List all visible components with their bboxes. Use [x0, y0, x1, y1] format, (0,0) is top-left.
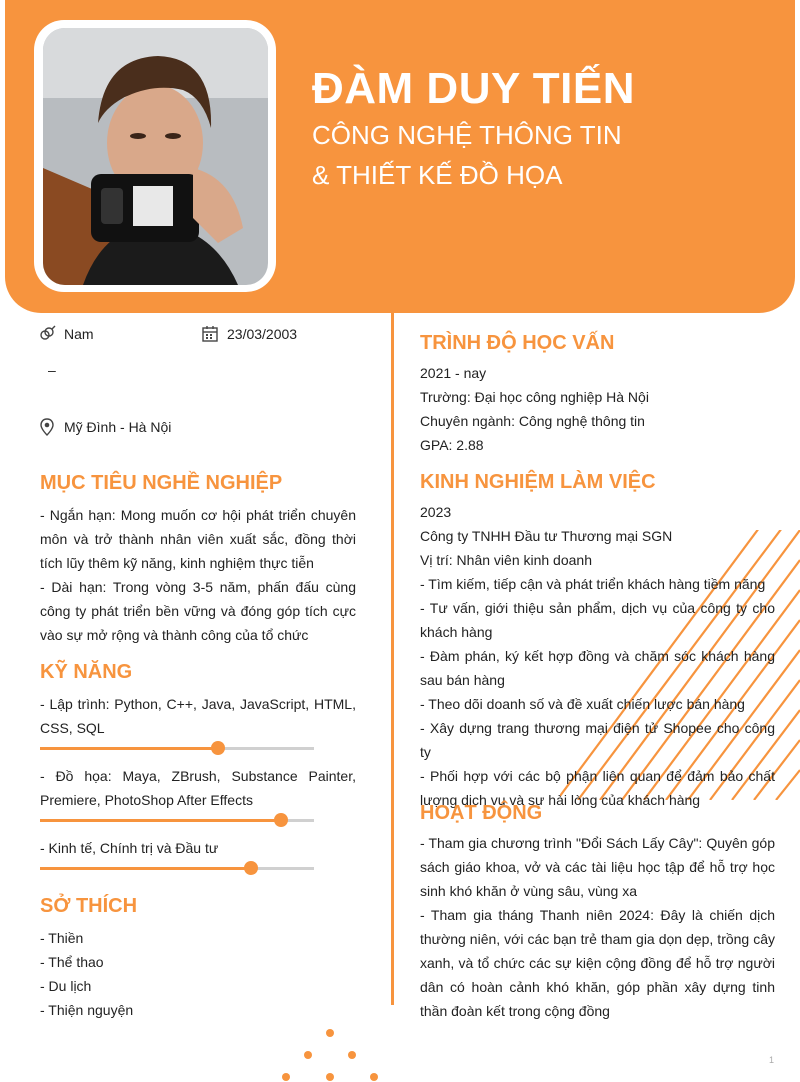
career-goal-long-term: - Dài hạn: Trong vòng 3-5 năm, phấn đấu cùng công ty phát triển bền vững và đóng góp tích cực vào sự mở rộng và thành công của tổ chức [40, 579, 356, 643]
hobby-item: - Thể thao [40, 954, 104, 970]
skill-bar-fill [40, 867, 251, 870]
skill-bar-handle [274, 813, 288, 827]
skill-bar-handle [244, 861, 258, 875]
skill-bar-fill [40, 819, 281, 822]
candidate-name: ĐÀM DUY TIẾN [312, 64, 635, 113]
experience-task: - Tìm kiếm, tiếp cận và phát triển khách hàng tiềm năng [420, 576, 766, 592]
experience-task: - Theo dõi doanh số và đề xuất chiến lược bán hàng [420, 696, 745, 712]
experience-task: - Đàm phán, ký kết hợp đồng và chăm sóc khách hàng sau bán hàng [420, 648, 775, 688]
skill-bar [40, 867, 314, 870]
activity-item: - Tham gia tháng Thanh niên 2024: Đây là chiến dịch thường niên, với các bạn trẻ tham gia dọn dẹp, trồng cây xanh, và tổ chức các sự kiện cộng đồng để hỗ trợ người dân có hoàn cảnh khó khăn, góp phần xây dựng tinh thần đoàn kết trong cộng đồng [420, 907, 775, 1019]
skills-title: KỸ NĂNG [40, 661, 133, 683]
career-goal-text [40, 503, 356, 647]
experience-task: - Tư vấn, giới thiệu sản phẩm, dịch vụ của công ty cho khách hàng [420, 600, 775, 640]
birthdate-info [201, 325, 297, 343]
hobby-item: - Thiện nguyện [40, 1002, 134, 1018]
activities-title: HOẠT ĐỘNG [420, 802, 543, 824]
gender-value: Nam [64, 326, 94, 342]
education-period: 2021 - nay [420, 365, 487, 381]
page-number: 1 [769, 1055, 775, 1065]
hobbies-title: SỞ THÍCH [40, 895, 138, 917]
experience-title: KINH NGHIỆM LÀM VIỆC [420, 471, 656, 493]
skill-bar-handle [211, 741, 225, 755]
skill-bar [40, 747, 314, 750]
activity-item: - Tham gia chương trình "Đổi Sách Lấy Cây": Quyên góp sách giáo khoa, vở và các tài liệu học tập để hỗ trợ học sinh khó khăn ở vùng sâu, vùng xa [420, 835, 775, 899]
job-title-line1: CÔNG NGHỆ THÔNG TIN [312, 120, 622, 150]
skill-bar [40, 819, 314, 822]
address-value: Mỹ Đình - Hà Nội [64, 419, 172, 435]
career-goal-short-term: - Ngắn hạn: Mong muốn cơ hội phát triển chuyên môn và trở thành nhân viên xuất sắc, đồng thời tích lũy thêm kỹ năng, kinh nghiệm thực tiễn [40, 507, 356, 571]
career-goal-title: MỤC TIÊU NGHỀ NGHIỆP [40, 472, 283, 494]
education-details [420, 361, 775, 457]
education-title: TRÌNH ĐỘ HỌC VẤN [420, 332, 615, 354]
gender-icon [38, 325, 56, 343]
calendar-icon [201, 325, 219, 343]
hobby-item: - Thiền [40, 930, 84, 946]
experience-year: 2023 [420, 504, 452, 520]
job-title-line2: & THIẾT KẾ ĐỒ HỌA [312, 160, 563, 190]
column-divider [391, 313, 394, 1005]
skill-label: - Lập trình: Python, C++, Java, JavaScript, HTML, CSS, SQL [40, 696, 356, 736]
location-pin-icon [38, 418, 56, 436]
birthdate-value: 23/03/2003 [227, 326, 298, 342]
decorative-dots [270, 1020, 400, 1082]
experience-position: Vị trí: Nhân viên kinh doanh [420, 552, 592, 568]
dash-placeholder: – [48, 362, 56, 378]
education-gpa: GPA: 2.88 [420, 437, 484, 453]
activities-list [420, 831, 775, 1023]
education-major: Chuyên ngành: Công nghệ thông tin [420, 413, 645, 429]
experience-company: Công ty TNHH Đầu tư Thương mại SGN [420, 528, 673, 544]
skill-bar-fill [40, 747, 218, 750]
skill-label: - Đồ họa: Maya, ZBrush, Substance Painter, Premiere, PhotoShop After Effects [40, 768, 356, 808]
education-school: Trường: Đại học công nghiệp Hà Nội [420, 389, 649, 405]
profile-photo [43, 28, 268, 285]
experience-task: - Xây dựng trang thương mại điện tử Shopee cho công ty [420, 720, 775, 760]
gender-info [38, 325, 94, 343]
experience-task: - Phối hợp với các bộ phận liên quan để đảm bảo chất lượng dịch vụ và sự hài lòng của khách hàng [420, 768, 775, 808]
address-info [38, 418, 171, 436]
skill-label: - Kinh tế, Chính trị và Đầu tư [40, 840, 219, 856]
hobby-item: - Du lịch [40, 978, 92, 994]
hobbies-list [40, 926, 356, 1022]
experience-details [420, 500, 775, 812]
